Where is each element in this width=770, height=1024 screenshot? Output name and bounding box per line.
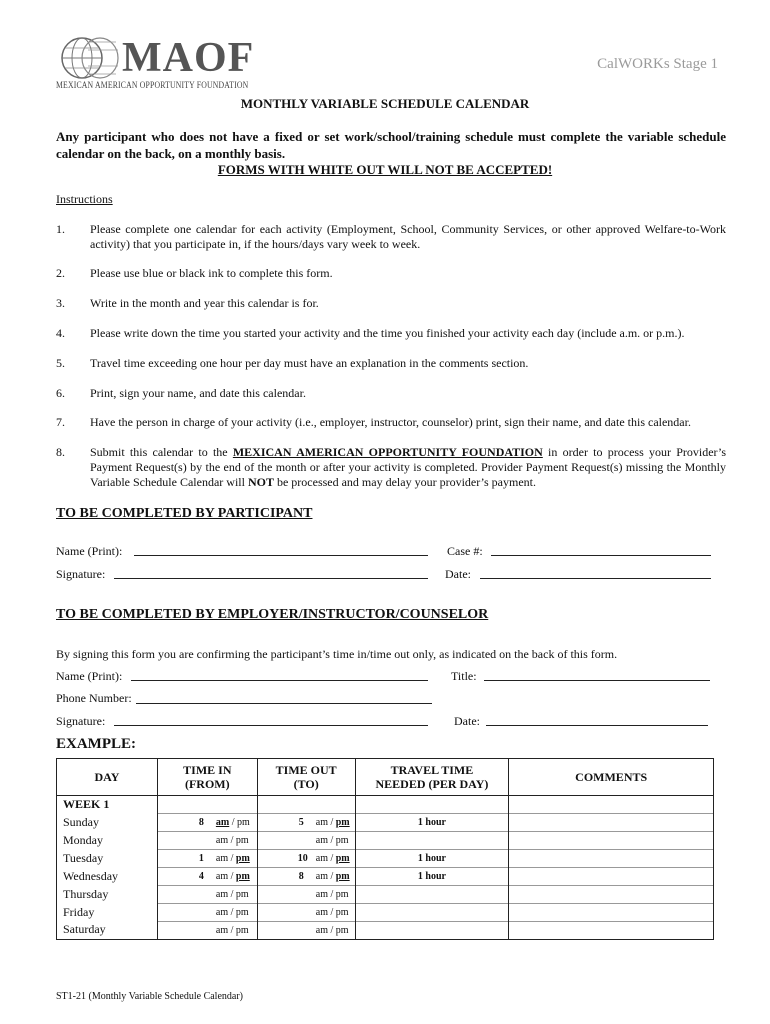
time-in-cell: 8 am / pm [157,813,257,831]
instructions-heading: Instructions [56,192,113,206]
day-cell: Sunday [57,813,158,831]
form-code: ST1-21 (Monthly Variable Schedule Calendar) [56,991,243,1002]
example-schedule-table [56,758,714,940]
case-number-label: Case #: [447,544,483,558]
time-out-cell: 10 am / pm [257,849,355,867]
participant-signature-field[interactable] [114,578,428,579]
time-in-cell: am / pm [157,903,257,921]
comments-cell [509,831,714,849]
form-title: MONTHLY VARIABLE SCHEDULE CALENDAR [240,96,530,111]
table-row [57,921,714,939]
time-in-cell: am / pm [157,885,257,903]
time-out-cell: 8 am / pm [257,867,355,885]
org-name: MEXICAN AMERICAN OPPORTUNITY FOUNDATION [232,445,543,459]
travel-time-cell: 1 hour [355,867,509,885]
day-cell: Wednesday [57,867,158,885]
globe-logo-icon [60,36,120,80]
comments-cell [509,885,714,903]
participant-signature-label: Signature: [56,567,106,581]
time-in-cell: am / pm [157,921,257,939]
travel-time-cell: 1 hour [355,849,509,867]
employer-name-label: Name (Print): [56,669,123,683]
employer-signature-field[interactable] [114,725,428,726]
day-cell: Saturday [57,921,158,939]
travel-time-cell [355,903,509,921]
time-out-cell: 5 am / pm [257,813,355,831]
employer-name-field[interactable] [131,680,428,681]
travel-time-cell [355,831,509,849]
table-row [57,831,714,849]
employer-title-field[interactable] [484,680,710,681]
time-in-cell: 1 am / pm [157,849,257,867]
employer-phone-field[interactable] [136,703,432,704]
day-cell: Thursday [57,885,158,903]
travel-time-cell [355,885,509,903]
time-in-cell: am / pm [157,831,257,849]
table-row [57,903,714,921]
time-in-cell: 4 am / pm [157,867,257,885]
employer-signature-label: Signature: [56,714,106,728]
comments-cell [509,813,714,831]
employer-date-label: Date: [454,714,480,728]
table-row [57,885,714,903]
participant-name-label: Name (Print): [56,544,123,558]
day-cell: Friday [57,903,158,921]
col-time-out: TIME OUT (TO) [257,759,355,796]
travel-time-cell [355,921,509,939]
logo-subtext: MEXICAN AMERICAN OPPORTUNITY FOUNDATION [56,80,249,90]
table-row [57,849,714,867]
table-row [57,867,714,885]
instruction-item: 1. Please complete one calendar for each activity (Employment, School, Community Services, or other approved Welfare-to-Work activity) that you participate in, if the hours/days vary week to week. [56,222,726,251]
day-cell: Monday [57,831,158,849]
comments-cell [509,921,714,939]
col-day: DAY [57,759,158,796]
week-label: WEEK 1 [57,796,158,814]
program-stage: CalWORKs Stage 1 [597,56,718,72]
employer-confirmation-note: By signing this form you are confirming the participant’s time in/time out only, as indicated on the back of this form. [56,647,618,661]
comments-cell [509,903,714,921]
participant-date-label: Date: [445,567,471,581]
white-out-warning: FORMS WITH WHITE OUT WILL NOT BE ACCEPTED! [217,162,553,177]
time-out-cell: am / pm [257,885,355,903]
maof-logo [56,34,256,94]
comments-cell [509,849,714,867]
employer-title-label: Title: [451,669,477,683]
time-out-cell: am / pm [257,921,355,939]
logo-wordmark: MAOF [122,35,255,81]
participant-name-field[interactable] [134,555,428,556]
participant-heading: TO BE COMPLETED BY PARTICIPANT [56,506,313,521]
time-out-cell: am / pm [257,831,355,849]
comments-cell [509,867,714,885]
time-out-cell: am / pm [257,903,355,921]
employer-heading: TO BE COMPLETED BY EMPLOYER/INSTRUCTOR/COUNSELOR [56,607,489,622]
intro-text: Any participant who does not have a fixed or set work/school/training schedule must complete the variable schedule calendar on the back, on a monthly basis. [56,129,726,161]
participant-date-field[interactable] [480,578,711,579]
example-heading: EXAMPLE: [56,736,136,752]
day-cell: Tuesday [57,849,158,867]
employer-phone-label: Phone Number: [56,691,132,705]
travel-time-cell: 1 hour [355,813,509,831]
employer-date-field[interactable] [486,725,708,726]
col-comments: COMMENTS [509,759,714,796]
case-number-field[interactable] [491,555,711,556]
col-travel-time: TRAVEL TIME NEEDED (PER DAY) [355,759,509,796]
table-row [57,813,714,831]
instruction-item: 8. Submit this calendar to the MEXICAN AMERICAN OPPORTUNITY FOUNDATION in order to process your Provider’s Payment Request(s) by the end of the month or after your activity is completed. Provider Payment Request(s) missing the Monthly Variable Schedule Calendar will NOT be processed and may delay your provider’s payment. [56,445,726,489]
col-time-in: TIME IN (FROM) [157,759,257,796]
